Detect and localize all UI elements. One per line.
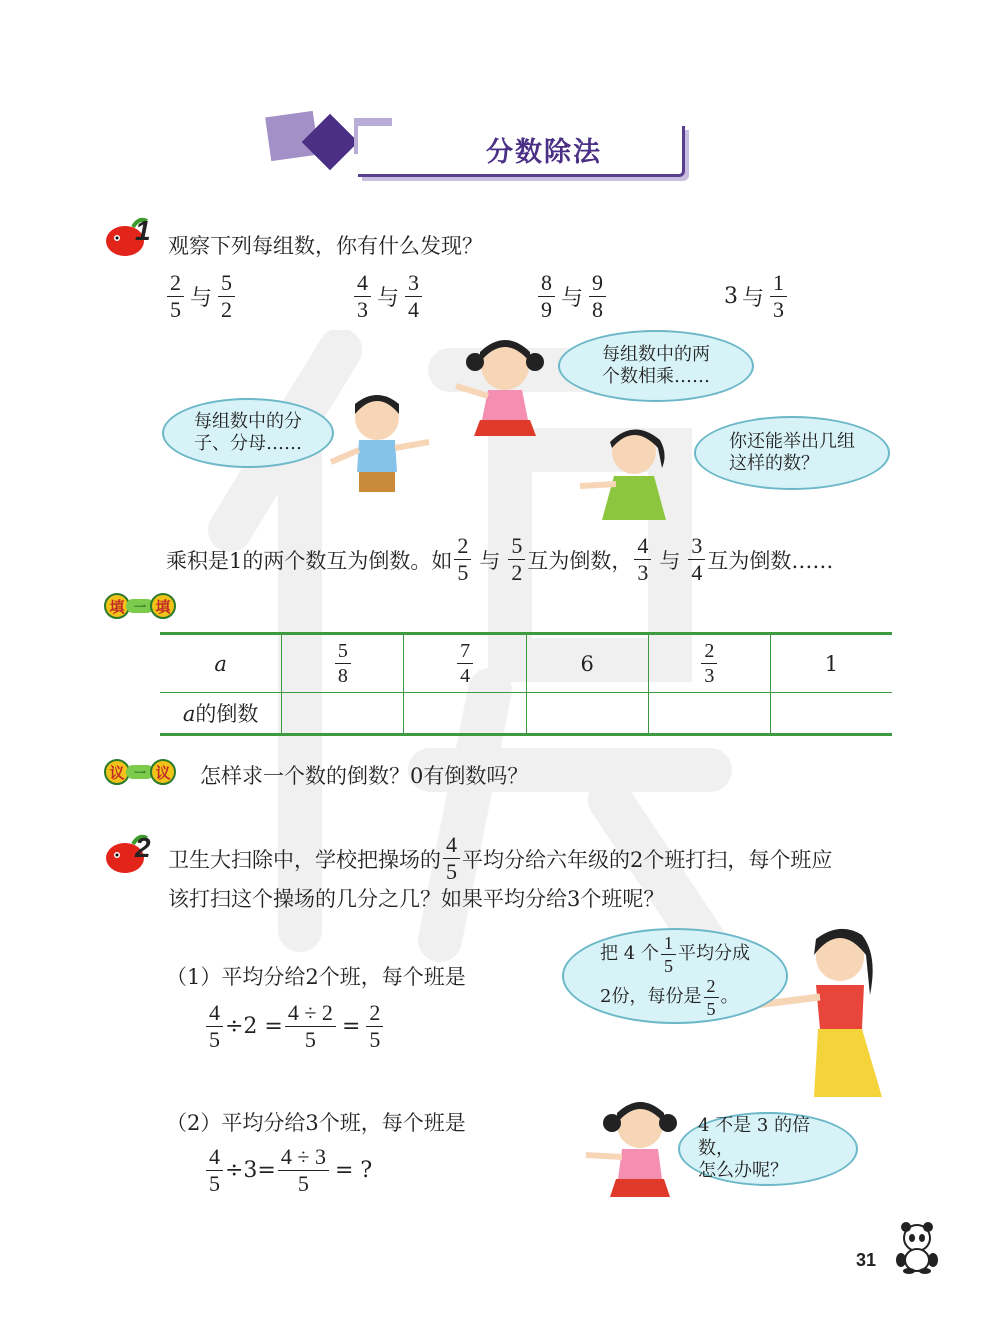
bubble-line (600, 977, 750, 1018)
definition-text: 与 (479, 548, 501, 573)
numerator: 4 (634, 535, 651, 560)
bubble-line: 怎么办呢？ (698, 1160, 788, 1182)
pair-sep: 与 (561, 286, 584, 311)
answer-cell[interactable] (404, 693, 526, 735)
numerator: 4 ÷ 2 (285, 1002, 336, 1027)
problem-text: 平均分给六年级的2个班打扫，每个班应 (462, 847, 833, 872)
denominator: 5 (369, 1027, 381, 1052)
numerator: 2 (454, 535, 471, 560)
definition-text: 互为倒数， (527, 548, 633, 573)
speech-bubble-girl-bottom (678, 1112, 858, 1186)
bubble-line: 个数相乘…… (602, 366, 710, 387)
denominator: 2 (511, 560, 523, 585)
boy-pointing-illustration (325, 388, 435, 498)
numerator: 2 (701, 641, 717, 664)
operator: ÷3= (225, 1158, 276, 1183)
operator: = (341, 1014, 361, 1039)
denominator: 5 (446, 859, 457, 884)
pair-sep: 与 (377, 286, 400, 311)
denominator: 8 (592, 297, 604, 322)
numerator: 8 (538, 272, 555, 297)
denominator: 5 (457, 560, 469, 585)
definition-text: 与 (659, 548, 681, 573)
tag-char: 填 (104, 593, 130, 619)
section-2-number: 2 (135, 832, 151, 863)
speech-bubble-boy (162, 398, 334, 468)
discuss-question: 怎样求一个数的倒数？0有倒数吗？ (200, 764, 529, 788)
numerator: 4 ÷ 3 (278, 1146, 329, 1171)
definition-text: 互为倒数…… (707, 548, 834, 573)
denominator: 5 (209, 1171, 220, 1196)
operator: = ? (334, 1158, 373, 1183)
part-1-equation (204, 1002, 385, 1051)
page-title: 分数除法 (486, 137, 602, 168)
denominator: 3 (773, 297, 785, 322)
title-banner (268, 112, 688, 182)
table-cell: 1 (770, 634, 892, 693)
girl-bottom-illustration (582, 1095, 692, 1200)
numerator: 4 (354, 272, 371, 297)
part-2-label: （2）平均分给3个班，每个班是 (166, 1111, 466, 1135)
answer-cell[interactable] (282, 693, 404, 735)
section-1-badge (103, 215, 159, 259)
part-2-equation (204, 1146, 372, 1195)
denominator: 2 (221, 297, 233, 322)
numerator: 2 (366, 1002, 383, 1027)
reciprocal-definition (166, 535, 833, 584)
tag-char: 一 (126, 765, 154, 779)
bubble-text: 平均分成 (677, 943, 750, 965)
discuss-tag (104, 759, 176, 785)
bubble-text: 。 (720, 986, 739, 1008)
tag-char: 议 (104, 759, 130, 785)
denominator: 3 (637, 560, 649, 585)
tag-char: 议 (150, 759, 176, 785)
tag-char: 一 (126, 599, 154, 613)
numerator: 5 (218, 272, 235, 297)
denominator: 5 (170, 297, 181, 322)
numerator: 9 (589, 272, 606, 297)
pair-sep: 与 (190, 286, 213, 311)
pepper-icon (103, 215, 159, 259)
bubble-text: 2份，每份是 (600, 986, 702, 1008)
reciprocal-table (160, 632, 892, 736)
denominator: 4 (691, 560, 703, 585)
row-header-reciprocal (160, 693, 282, 735)
girl-green-dress-illustration (576, 424, 686, 524)
numerator: 3 (405, 272, 422, 297)
denominator: 4 (408, 297, 420, 322)
denominator: 8 (337, 665, 348, 687)
section-2-badge (103, 832, 159, 876)
answer-cell[interactable] (770, 693, 892, 735)
fill-in-tag (104, 593, 176, 619)
numerator: 4 (206, 1002, 223, 1027)
bubble-line: 每组数中的分 (194, 410, 302, 432)
problem-line-1 (168, 834, 832, 883)
denominator: 3 (704, 665, 715, 687)
numerator: 5 (508, 535, 525, 560)
panda-icon (893, 1222, 941, 1274)
answer-cell[interactable] (526, 693, 648, 735)
table-row (160, 693, 892, 735)
definition-text: 乘积是1的两个数互为倒数。如 (166, 548, 453, 573)
speech-bubble-teacher (562, 928, 788, 1024)
bubble-line: 每组数中的两 (602, 343, 710, 365)
whole-number: 3 (724, 284, 738, 309)
pair-3 (536, 272, 608, 321)
variable-a: a (182, 702, 196, 726)
numerator: 7 (457, 641, 473, 664)
girl-pointing-illustration (450, 332, 560, 442)
bubble-line (600, 934, 750, 975)
section-1-question: 观察下列每组数，你有什么发现？ (168, 234, 483, 258)
part-1-label: （1）平均分给2个班，每个班是 (166, 965, 466, 989)
table-cell (282, 634, 404, 693)
numerator: 1 (770, 272, 787, 297)
header-text: 的倒数 (195, 702, 259, 726)
pair-1 (165, 272, 237, 321)
denominator: 5 (663, 956, 673, 976)
bubble-line: 4 不是 3 的倍数， (698, 1115, 811, 1159)
table-cell (648, 634, 770, 693)
problem-line-2: 该打扫这个操场的几分之几？如果平均分给3个班呢？ (168, 887, 665, 911)
table-row (160, 634, 892, 693)
pair-sep: 与 (742, 286, 765, 311)
denominator: 5 (304, 1027, 316, 1052)
page-number: 31 (856, 1250, 877, 1270)
denominator: 5 (209, 1027, 220, 1052)
answer-cell[interactable] (648, 693, 770, 735)
numerator: 4 (443, 834, 460, 859)
pair-2 (352, 272, 424, 321)
problem-text: 卫生大扫除中，学校把操场的 (168, 847, 441, 872)
denominator: 9 (541, 297, 552, 322)
numerator: 5 (335, 641, 351, 664)
denominator: 5 (706, 999, 716, 1019)
numerator: 1 (661, 934, 676, 955)
numerator: 4 (206, 1146, 223, 1171)
denominator: 5 (297, 1171, 309, 1196)
operator: ÷2 = (225, 1014, 283, 1039)
numerator: 2 (704, 977, 719, 998)
bubble-line: 这样的数？ (729, 453, 819, 474)
bubble-text: 把 4 个 (600, 943, 659, 965)
bubble-line: 子、分母…… (194, 433, 302, 454)
bubble-line: 你还能举出几组 (729, 430, 855, 452)
pair-4 (724, 272, 789, 321)
section-1-number: 1 (135, 215, 151, 246)
table-cell (404, 634, 526, 693)
tag-char: 填 (150, 593, 176, 619)
speech-bubble-girl-top (558, 330, 754, 402)
row-header-a: a (160, 634, 282, 693)
numerator: 3 (688, 535, 705, 560)
speech-bubble-girl-green (694, 416, 890, 490)
denominator: 3 (357, 297, 368, 322)
table-cell: 6 (526, 634, 648, 693)
numerator: 2 (167, 272, 184, 297)
denominator: 4 (460, 665, 471, 687)
